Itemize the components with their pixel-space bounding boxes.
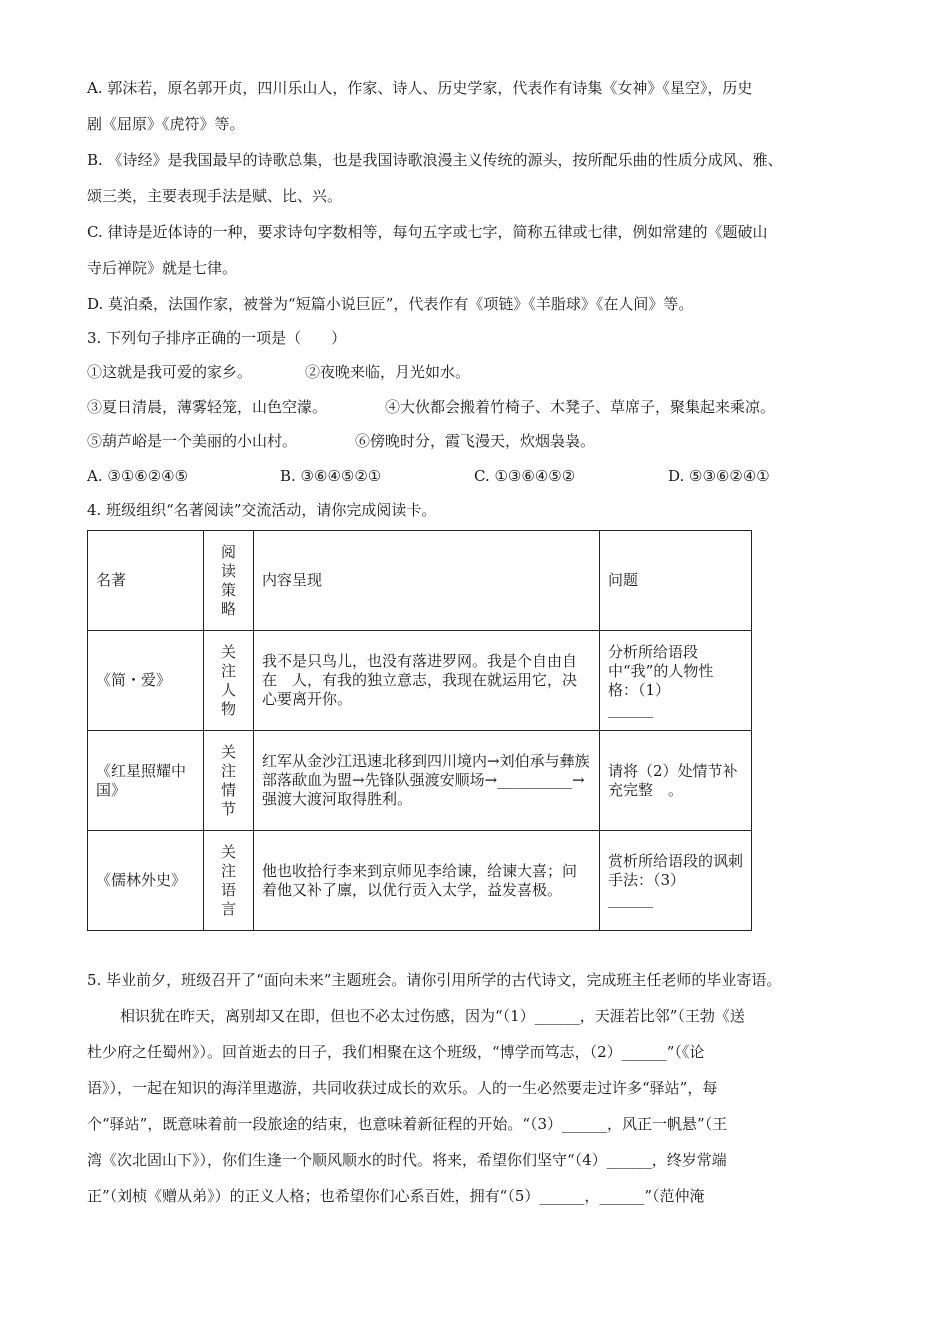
header-strategy-text: 阅读策略 (220, 542, 236, 618)
reading-card-table (87, 530, 752, 931)
row2-content-text-a: 红军从金沙江迅速北移到四川境内→刘伯承与彝族部落歃血为盟→先锋队强渡安顺场→ (262, 752, 590, 789)
header-question: 问题 (600, 531, 752, 631)
row1-strategy (204, 631, 254, 731)
header-book: 名著 (88, 531, 204, 631)
q2-option-c-line1: C. 律诗是近体诗的一种，要求诗句字数相等，每句五字或七字，简称五律或七律，例如常建的《题破山 (87, 223, 768, 241)
row1-question (600, 631, 752, 731)
row3-content: 他也收拾行李来到京师见李给谏，给谏大喜；问着他又补了廪，以优行贡入太学，益发喜极。 (254, 831, 600, 931)
q5-line-7: 正”（刘桢《赠从弟》）的正义人格；也希望你们心系百姓，拥有“（5）______，______”（范仲淹 (87, 1187, 705, 1205)
q3-sentence-2: ②夜晚来临，月光如水。 (305, 363, 471, 381)
q3-sentence-1: ①这就是我可爱的家乡。 (87, 363, 253, 381)
row3-book: 《儒林外史》 (88, 831, 204, 931)
table-row (88, 631, 752, 731)
header-content: 内容呈现 (254, 531, 600, 631)
q5-line-6: 湾《次北固山下》），你们生逢一个顺风顺水的时代。将来，希望你们坚守“（4）______，终岁常端 (87, 1151, 727, 1169)
q5-line-5: 个“驿站”，既意味着前一段旅途的结束，也意味着新征程的开始。“（3）______，风正一帆悬”（王 (87, 1115, 728, 1133)
q4-stem: 4. 班级组织“名著阅读”交流活动，请你完成阅读卡。 (87, 501, 437, 519)
row2-content (254, 731, 600, 831)
row1-book: 《简・爱》 (88, 631, 204, 731)
q5-line-3: 杜少府之任蜀州》）。回首逝去的日子，我们相聚在这个班级，“博学而笃志，（2）______”（《论 (87, 1043, 705, 1061)
q3-sentence-4: ④大伙都会搬着竹椅子、木凳子、草席子，聚集起来乘凉。 (385, 398, 776, 416)
row2-question: 请将（2）处情节补充完整 。 (600, 731, 752, 831)
row3-strategy-text: 关注语言 (220, 842, 236, 918)
q2-option-a-line2: 剧《屈原》《虎符》等。 (87, 115, 245, 133)
q3-sentence-3: ③夏日清晨，薄雾轻笼，山色空濛。 (87, 398, 328, 416)
table-header-row (88, 531, 752, 631)
row3-question-text: 赏析所给语段的讽刺手法：（3） (608, 852, 744, 889)
row1-answer-blank[interactable]: ______ (608, 699, 653, 718)
row1-question-text: 分析所给语段中“我”的人物性格：（1） (608, 642, 714, 699)
row1-content: 我不是只鸟儿，也没有落进罗网。我是个自由自在 人，有我的独立意志，我现在就运用它，决心要离开你。 (254, 631, 600, 731)
q3-option-d: D. ⑤③⑥②④① (668, 467, 770, 485)
q2-option-c-line2: 寺后禅院》就是七律。 (87, 259, 238, 277)
row1-strategy-text: 关注人物 (220, 642, 236, 718)
table-row (88, 731, 752, 831)
table-row (88, 831, 752, 931)
q2-option-d-line1: D. 莫泊桑，法国作家，被誉为“短篇小说巨匠”，代表作有《项链》《羊脂球》《在人间》等。 (87, 295, 694, 313)
q5-line-1: 5. 毕业前夕，班级召开了“面向未来”主题班会。请你引用所学的古代诗文，完成班主任老师的毕业寄语。 (87, 971, 782, 989)
q2-option-b-line2: 颂三类，主要表现手法是赋、比、兴。 (87, 187, 343, 205)
q3-stem: 3. 下列句子排序正确的一项是（ ） (87, 329, 347, 347)
q3-option-c: C. ①③⑥④⑤② (474, 467, 576, 485)
row3-answer-blank[interactable]: ______ (608, 890, 653, 908)
q5-line-4: 语》），一起在知识的海洋里遨游，共同收获过成长的欢乐。人的一生必然要走过许多“驿站”，每 (87, 1079, 718, 1097)
q2-option-a-line1: A. 郭沫若，原名郭开贞，四川乐山人，作家、诗人、历史学家，代表作有诗集《女神》《星空》，历史 (87, 79, 753, 97)
q3-sentence-6: ⑥傍晚时分，霞飞漫天，炊烟袅袅。 (355, 432, 596, 450)
q3-sentence-5: ⑤葫芦峪是一个美丽的小山村。 (87, 432, 298, 450)
q5-line-2: 相识犹在昨天，离别却又在即，但也不必太过伤感，因为“（1）______，天涯若比邻”（王勃《送 (120, 1007, 745, 1025)
q3-option-a: A. ③①⑥②④⑤ (87, 467, 189, 485)
q2-option-b-line1: B. 《诗经》是我国最早的诗歌总集，也是我国诗歌浪漫主义传统的源头，按所配乐曲的性质分成风、雅、 (87, 151, 783, 169)
row2-strategy-text: 关注情节 (220, 742, 236, 818)
row2-book: 《红星照耀中国》 (88, 731, 204, 831)
row2-content-text-b: →强渡大渡河取得胜利。 (262, 771, 585, 808)
row2-answer-blank[interactable]: __________ (497, 771, 573, 789)
header-strategy (204, 531, 254, 631)
row3-strategy (204, 831, 254, 931)
q3-option-b: B. ③⑥④⑤②① (280, 467, 382, 485)
row3-question (600, 831, 752, 931)
row2-strategy (204, 731, 254, 831)
